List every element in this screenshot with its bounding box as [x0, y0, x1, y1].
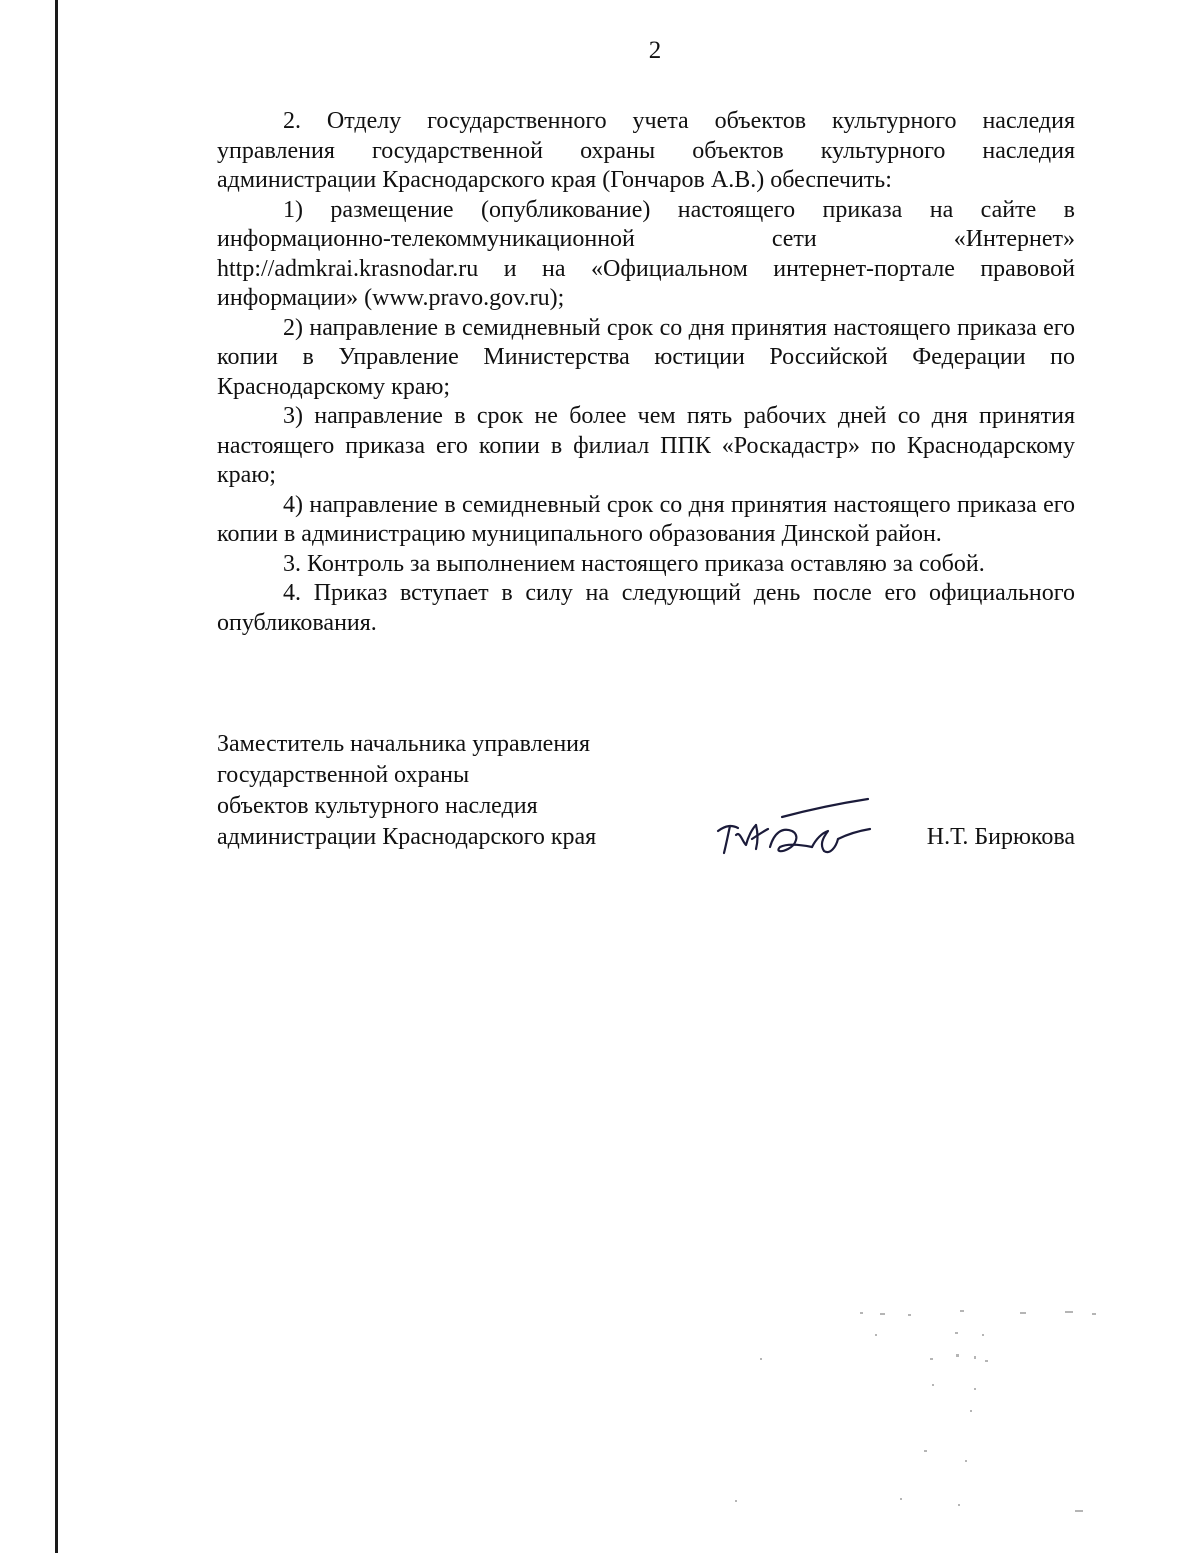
position-line: администрации Краснодарского края [217, 824, 597, 850]
document-body [217, 107, 1075, 638]
scan-edge-line [55, 0, 58, 1553]
paragraph-item-2: 2. Отделу государственного учета объектов культурного наследия управления государственной охраны объектов культурного наследия администрации Краснодарского края (Гончаров А.В.) обеспечить: [217, 108, 1075, 193]
paragraph-item-4: 4. Приказ вступает в силу на следующий день после его официального опубликования. [217, 580, 1075, 636]
signatory-position [217, 729, 596, 853]
position-line: объектов культурного наследия [217, 793, 538, 819]
paragraph-subitem-3: 3) направление в срок не более чем пять рабочих дней со дня принятия настоящего приказа его копии в филиал ППК «Роскадастр» по Краснодарскому краю; [217, 403, 1075, 488]
scan-artifact [720, 1300, 1140, 1520]
paragraph-subitem-2: 2) направление в семидневный срок со дня принятия настоящего приказа его копии в Управление Министерства юстиции Российской Федерации по Краснодарскому краю; [217, 314, 1075, 400]
paragraph-subitem-1: 1) размещение (опубликование) настоящего приказа на сайте в информационно-телекоммуникационной сети «Интернет» http://admkrai.krasnodar.ru и на «Официальном интернет-портале правовой информации» (www.pravo.gov.ru); [217, 196, 1075, 311]
paragraph-subitem-4: 4) направление в семидневный срок со дня принятия настоящего приказа его копии в администрацию муниципального образования Динской район. [217, 491, 1075, 547]
position-line: государственной охраны [217, 762, 470, 788]
page-number: 2 [648, 37, 662, 64]
signer-name: Н.Т. Бирюкова [926, 824, 1075, 850]
position-line: Заместитель начальника управления [217, 731, 591, 757]
handwritten-signature-icon [712, 795, 882, 865]
paragraph-item-3: 3. Контроль за выполнением настоящего приказа оставляю за собой. [283, 550, 985, 577]
